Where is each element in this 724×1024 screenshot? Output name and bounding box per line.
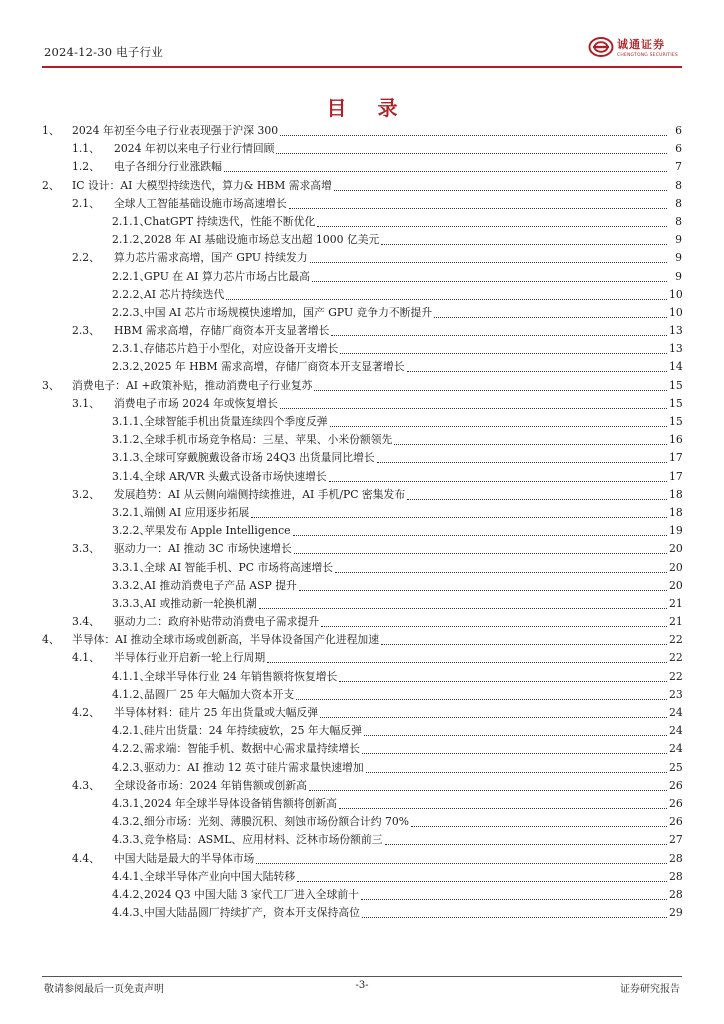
toc-entry-label: 驱动力二：政府补贴带动消费电子需求提升 [114,615,320,629]
toc-entry-number: 2、 [42,178,60,192]
toc-entry-page: 9 [675,233,682,247]
toc-entry-text [144,831,682,849]
toc-entry[interactable] [42,486,682,504]
toc-entry-text [114,486,682,504]
toc-entry-number: 2.1.2、 [112,233,151,247]
toc-entry[interactable] [42,395,682,413]
toc-entry-number: 1.2、 [72,160,100,174]
toc-entry[interactable] [42,831,682,849]
toc-entry-label: 消费电子：AI +政策补贴，推动消费电子行业复苏 [72,378,313,392]
toc-dot-leader [314,377,667,391]
toc-dot-leader [334,177,667,191]
toc-entry-number: 4.4.1、 [112,869,151,883]
toc-dot-leader [267,649,667,663]
toc-entry-page: 7 [675,160,682,174]
page-header [42,34,682,64]
toc-entry-text [144,904,682,922]
toc-entry-page: 8 [675,196,682,210]
toc-entry-page: 18 [669,505,683,519]
toc-dot-leader [377,449,667,463]
toc-dot-leader [289,195,667,209]
toc-dot-leader [394,431,667,445]
toc-entry-label: 全球手机市场竞争格局：三星、苹果、小米份额领先 [144,433,393,447]
toc-entry-page: 24 [669,724,683,738]
toc-entry-page: 13 [669,342,683,356]
toc-entry-label: IC 设计：AI 大模型持续迭代，算力& HBM 需求高增 [72,178,332,192]
toc-entry-text [144,431,682,449]
header-divider [42,66,682,68]
toc-entry-label: 全球 AR/VR 头戴式设备市场快速增长 [144,469,327,483]
toc-entry-label: 竞争格局：ASML、应用材料、泛林市场份额前三 [144,833,383,847]
company-logo [588,36,678,58]
toc-entry-number: 4.4.2、 [112,887,151,901]
toc-entry-label: 算力芯片需求高增，国产 GPU 持续发力 [114,251,308,265]
toc-entry[interactable] [42,522,682,540]
toc-entry-text [144,286,682,304]
toc-entry-text [144,231,682,249]
toc-entry-number: 4.1.1、 [112,669,151,683]
toc-entry-label: 晶圆厂 25 年大幅加大资本开支 [144,687,295,701]
toc-entry-number: 4.2.2、 [112,742,151,756]
toc-entry[interactable] [42,413,682,431]
toc-entry-label: 2024 年全球半导体设备销售额将创新高 [144,796,337,810]
toc-entry[interactable] [42,577,682,595]
toc-entry-label: 发展趋势：AI 从云侧向端侧持续推进，AI 手机/PC 密集发布 [114,487,406,501]
toc-entry-text [144,868,682,886]
toc-entry-text [72,631,682,649]
toc-dot-leader [297,868,667,882]
toc-entry-label: 硅片出货量：24 年持续疲软，25 年大幅反弹 [144,724,362,738]
toc-entry[interactable] [42,686,682,704]
toc-entry[interactable] [42,813,682,831]
toc-entry-page: 9 [675,269,682,283]
toc-entry[interactable] [42,649,682,667]
toc-entry-page: 15 [669,378,683,392]
toc-dot-leader [340,340,667,354]
toc-entry[interactable] [42,868,682,886]
page-number: -3- [355,980,369,991]
toc-entry-page: 13 [669,324,683,338]
toc-entry-label: 2024 年初至今电子行业表现强于沪深 300 [72,124,279,137]
toc-entry-text [114,140,682,158]
toc-entry-page: 15 [669,415,683,428]
toc-entry[interactable] [42,559,682,577]
toc-entry[interactable] [42,449,682,467]
toc-entry-number: 3.1.2、 [112,433,151,447]
toc-entry-label: 全球半导体行业 24 年销售额将恢复增长 [144,669,338,683]
toc-dot-leader [259,595,667,609]
toc-entry-number: 2.3.1、 [112,342,151,356]
toc-entry-number: 3.2.2、 [112,524,151,538]
toc-entry-text [144,358,682,376]
toc-dot-leader [251,504,667,518]
toc-entry-number: 4.2、 [72,706,100,719]
toc-entry-text [72,377,682,395]
toc-entry-label: AI 芯片持续迭代 [144,287,225,301]
toc-entry[interactable] [42,177,682,195]
toc-entry-page: 22 [669,669,683,683]
logo-chinese-name: 诚通证券 [616,38,665,51]
toc-entry-page: 24 [669,706,683,719]
toc-dot-leader [385,831,667,845]
toc-entry[interactable] [42,249,682,267]
toc-entry[interactable] [42,595,682,613]
toc-entry-label: 半导体行业开启新一轮上行周期 [114,651,266,665]
toc-entry-number: 3.2.1、 [112,505,151,519]
toc-entry[interactable] [42,322,682,340]
toc-entry-page: 25 [669,760,683,774]
toc-entry-page: 21 [669,596,683,610]
toc-entry-label: 中国大陆是最大的半导体市场 [114,851,255,865]
toc-entry-text [144,449,682,467]
toc-dot-leader [310,249,667,263]
toc-entry-number: 3.4、 [72,615,100,629]
toc-entry-label: 端侧 AI 应用逐步拓展 [144,505,250,519]
footer-divider [42,976,682,977]
toc-entry[interactable] [42,722,682,740]
toc-entry-text [114,249,682,267]
toc-entry-page: 6 [675,124,682,137]
toc-entry-number: 2.3、 [72,324,100,338]
toc-entry-text [114,540,682,558]
toc-entry-number: 4.1、 [72,651,100,665]
toc-dot-leader [296,686,667,700]
toc-dot-leader [320,704,667,718]
toc-entry-label: 苹果发布 Apple Intelligence [144,524,291,538]
toc-dot-leader [276,140,667,154]
toc-entry-number: 4.3.1、 [112,796,151,810]
toc-dot-leader [256,850,667,864]
toc-dot-leader [362,740,667,754]
toc-entry-page: 29 [669,906,683,920]
toc-entry-page: 9 [675,251,682,265]
toc-entry-number: 3.3、 [72,542,100,556]
toc-entry[interactable] [42,795,682,813]
toc-entry-number: 2.1.1、 [112,214,151,228]
toc-entry-page: 26 [669,778,683,792]
toc-entry-text [144,668,682,686]
toc-dot-leader [381,231,667,245]
toc-entry-text [144,468,682,486]
toc-entry-label: 全球智能手机出货量连续四个季度反弹 [144,415,328,428]
toc-entry-label: 电子各细分行业涨跌幅 [114,160,222,174]
logo-emblem-icon [588,36,614,58]
toc-entry[interactable] [42,704,682,722]
toc-entry-label: ChatGPT 持续迭代，性能不断优化 [144,214,316,228]
toc-entry-text [144,522,682,540]
toc-entry-number: 4.2.3、 [112,760,151,774]
toc-entry-label: 存储芯片趋于小型化，对应设备开支增长 [144,342,339,356]
toc-dot-leader [226,286,667,300]
toc-entry-text [144,559,682,577]
toc-entry-number: 2.2.3、 [112,305,151,319]
toc-entry[interactable] [42,340,682,358]
toc-dot-leader [366,759,667,773]
toc-entry[interactable] [42,158,682,176]
toc-entry-text [144,722,682,740]
toc-entry[interactable] [42,122,682,140]
toc-entry-label: 全球可穿戴腕戴设备市场 24Q3 出货量同比增长 [144,451,375,465]
toc-entry-text [114,395,682,413]
header-date-industry: 2024-12-30 电子行业 [44,45,163,59]
toc-entry-text [114,195,682,213]
toc-entry[interactable] [42,759,682,777]
toc-entry[interactable] [42,286,682,304]
toc-entry-page: 24 [669,742,683,756]
footer-report-type: 证券研究报告 [620,984,680,995]
toc-entry-page: 16 [669,433,683,447]
toc-entry[interactable] [42,904,682,922]
toc-entry-label: 2025 年 HBM 需求高增，存储厂商资本开支显著增长 [144,360,405,374]
toc-entry-page: 8 [675,214,682,228]
toc-dot-leader [329,468,667,482]
toc-entry-page: 8 [675,178,682,192]
toc-dot-leader [339,668,667,682]
toc-entry[interactable] [42,777,682,795]
toc-entry-number: 3.1.3、 [112,451,151,465]
toc-dot-leader [317,213,667,227]
toc-entry-label: 全球 AI 智能手机、PC 市场将高速增长 [144,560,334,574]
toc-entry-text [144,813,682,831]
toc-entry[interactable] [42,213,682,231]
toc-entry-number: 4、 [42,633,60,647]
footer-disclaimer: 敬请参阅最后一页免责声明 [44,984,164,995]
toc-entry[interactable] [42,304,682,322]
toc-entry-label: 全球半导体产业向中国大陆转移 [144,869,296,883]
toc-dot-leader [411,813,667,827]
toc-entry-text [144,595,682,613]
toc-entry-page: 20 [669,542,683,556]
toc-dot-leader [293,522,667,536]
toc-entry[interactable] [42,195,682,213]
toc-entry-text [72,177,682,195]
toc-entry-page: 17 [669,451,683,465]
toc-dot-leader [280,122,667,136]
toc-entry-number: 3、 [42,378,60,392]
toc-entry-text [144,795,682,813]
toc-entry-page: 26 [669,815,683,829]
toc-entry[interactable] [42,358,682,376]
toc-dot-leader [335,559,667,573]
toc-entry-page: 27 [669,833,683,847]
toc-entry-number: 3.1.1、 [112,415,151,428]
toc-entry-number: 4.3.3、 [112,833,151,847]
toc-entry-number: 1、 [42,124,60,137]
toc-entry-label: 半导体：AI 推动全球市场或创新高，半导体设备国产化进程加速 [72,633,380,647]
toc-entry-page: 21 [669,615,683,629]
toc-entry-label: AI 或推动新一轮换机潮 [144,596,257,610]
toc-dot-leader [299,577,667,591]
toc-entry-label: 中国 AI 芯片市场规模快速增加，国产 GPU 竞争力不断提升 [144,305,433,319]
toc-entry-label: AI 推动消费电子产品 ASP 提升 [144,578,297,592]
toc-entry-page: 22 [669,633,683,647]
toc-entry-label: 消费电子市场 2024 年或恢复增长 [114,396,278,410]
toc-entry-page: 28 [669,869,683,883]
toc-entry-text [114,613,682,631]
toc-entry-page: 22 [669,651,683,665]
toc-entry-number: 3.3.1、 [112,560,151,574]
toc-entry-text [144,268,682,286]
toc-entry-number: 4.2.1、 [112,724,151,738]
toc-dot-leader [339,795,667,809]
toc-entry-text [144,686,682,704]
toc-dot-leader [434,304,667,318]
toc-entry-text [114,777,682,795]
toc-entry-page: 26 [669,796,683,810]
toc-entry-label: 全球人工智能基础设施市场高速增长 [114,196,287,210]
logo-english-name: CHENGTONG SECURITIES [616,53,678,58]
toc-entry-page: 10 [669,287,683,301]
toc-entry-label: 需求端：智能手机、数据中心需求量持续增长 [144,742,360,756]
toc-entry[interactable] [42,668,682,686]
toc-entry-page: 20 [669,560,683,574]
toc-entry-label: 中国大陆晶圆厂持续扩产，资本开支保持高位 [144,906,360,920]
toc-entry-label: 半导体材料：硅片 25 年出货量或大幅反弹 [114,706,319,719]
toc-entry-page: 17 [669,469,683,483]
toc-dot-leader [364,722,667,736]
toc-entry-text [114,649,682,667]
toc-entry[interactable] [42,631,682,649]
toc-entry-number: 2.2.1、 [112,269,151,283]
toc-entry[interactable] [42,540,682,558]
toc-entry-number: 3.1.4、 [112,469,151,483]
toc-entry-number: 1.1、 [72,142,100,156]
toc-entry[interactable] [42,504,682,522]
toc-entry-label: 2028 年 AI 基础设施市场总支出超 1000 亿美元 [144,233,380,247]
toc-entry-number: 3.1、 [72,396,100,410]
toc-entry-label: 细分市场：光刻、薄膜沉积、刻蚀市场份额合计约 70% [144,815,409,829]
toc-entry-page: 14 [669,360,683,374]
toc-dot-leader [309,777,667,791]
toc-entry-text [144,577,682,595]
toc-dot-leader [407,486,667,500]
toc-entry[interactable] [42,886,682,904]
toc-entry-page: 19 [669,524,683,538]
toc-entry-number: 4.3、 [72,778,100,792]
toc-entry-page: 10 [669,305,683,319]
toc-entry-label: 驱动力一：AI 推动 3C 市场快速增长 [114,542,292,556]
toc-entry[interactable] [42,377,682,395]
toc-entry[interactable] [42,850,682,868]
toc-dot-leader [331,322,667,336]
toc-entry[interactable] [42,613,682,631]
toc-entry-number: 3.2、 [72,487,100,501]
toc-entry[interactable] [42,431,682,449]
toc-entry-text [72,122,682,140]
toc-entry-label: 2024 年初以来电子行业行情回顾 [114,142,275,156]
toc-entry-page: 15 [669,396,683,410]
toc-entry-number: 4.4.3、 [112,906,151,920]
toc-title: 目 录 [326,96,410,120]
toc-entry[interactable] [42,268,682,286]
toc-dot-leader [381,631,667,645]
toc-entry[interactable] [42,140,682,158]
toc-entry-page: 28 [669,887,683,901]
toc-entry-label: 全球设备市场：2024 年销售额或创新高 [114,778,307,792]
toc-entry-text [144,740,682,758]
toc-entry-text [144,413,682,431]
toc-entry-text [114,704,682,722]
toc-entry-number: 4.4、 [72,851,100,865]
toc-entry-label: HBM 需求高增，存储厂商资本开支显著增长 [114,324,330,338]
toc-entry-page: 6 [675,142,682,156]
toc-dot-leader [330,413,667,427]
toc-entry-text [114,158,682,176]
toc-entry-page: 20 [669,578,683,592]
toc-entry-text [114,850,682,868]
toc-entry-text [144,886,682,904]
toc-entry-number: 3.3.2、 [112,578,151,592]
toc-dot-leader [361,886,667,900]
toc-dot-leader [362,904,667,918]
toc-entry-number: 3.3.3、 [112,596,151,610]
toc-entry[interactable] [42,231,682,249]
toc-entry-text [114,322,682,340]
toc-dot-leader [312,268,667,282]
toc-entry-number: 2.3.2、 [112,360,151,374]
toc-entry-number: 2.1、 [72,196,100,210]
toc-entry-text [144,759,682,777]
toc-entry-text [144,304,682,322]
toc-entry-text [144,213,682,231]
toc-entry-number: 4.3.2、 [112,815,151,829]
toc-entry-number: 2.2.2、 [112,287,151,301]
toc-entry-label: 2024 Q3 中国大陆 3 家代工厂进入全球前十 [144,887,359,901]
toc-dot-leader [321,613,667,627]
page-footer [42,980,682,996]
toc-entry-label: GPU 在 AI 算力芯片市场占比最高 [144,269,310,283]
toc-entry-number: 4.1.2、 [112,687,151,701]
toc-entry-page: 23 [669,687,683,701]
toc-dot-leader [224,158,667,172]
toc-dot-leader [407,358,667,372]
toc-entry[interactable] [42,740,682,758]
table-of-contents [42,122,682,922]
toc-entry-page: 28 [669,851,683,865]
toc-entry-text [144,340,682,358]
toc-dot-leader [280,395,667,409]
toc-entry-page: 18 [669,487,683,501]
toc-entry-label: 驱动力：AI 推动 12 英寸硅片需求量快速增加 [144,760,364,774]
toc-entry-number: 2.2、 [72,251,100,265]
toc-dot-leader [294,540,667,554]
toc-entry-text [144,504,682,522]
toc-entry[interactable] [42,468,682,486]
